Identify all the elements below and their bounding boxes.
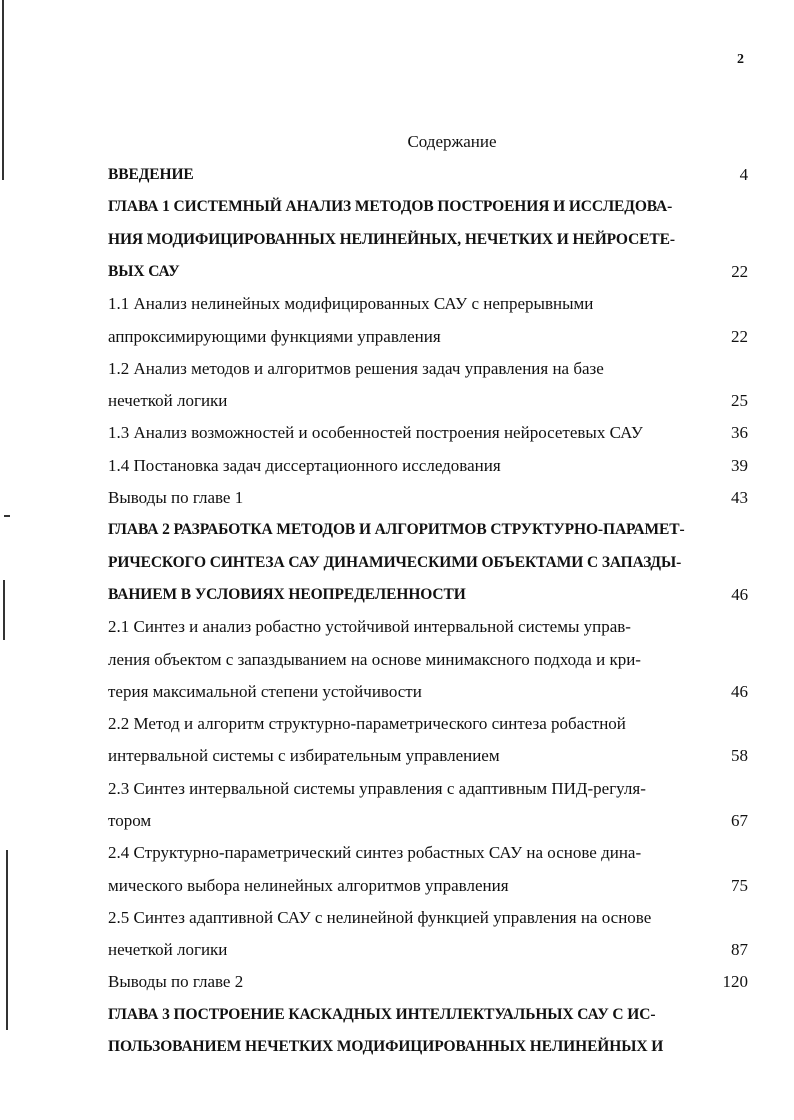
toc-page-number: 46	[731, 585, 748, 604]
toc-section-line	[108, 423, 748, 443]
toc-entry-text: тором	[108, 811, 152, 830]
toc-entry-text: 2.5 Синтез адаптивной САУ с нелинейной функцией управления на основе	[108, 908, 652, 927]
toc-section-line	[108, 779, 748, 799]
toc-section-line	[108, 456, 748, 476]
toc-section-line	[108, 940, 748, 960]
toc-chapter-line	[108, 520, 748, 540]
toc-section-line	[108, 843, 748, 863]
toc-page-number: 22	[731, 262, 748, 281]
toc-page-number: 25	[731, 391, 748, 410]
toc-entry-text: 2.1 Синтез и анализ робастно устойчивой интервальной системы управ-	[108, 617, 631, 636]
toc-entry-text: нечеткой логики	[108, 940, 228, 959]
toc-entry-text: терия максимальной степени устойчивости	[108, 682, 422, 701]
toc-entry-text: ГЛАВА 2 РАЗРАБОТКА МЕТОДОВ И АЛГОРИТМОВ СТРУКТУРНО-ПАРАМЕТ-	[108, 521, 685, 538]
toc-page-number: 39	[731, 456, 748, 475]
toc-entry-text: ГЛАВА 3 ПОСТРОЕНИЕ КАСКАДНЫХ ИНТЕЛЛЕКТУАЛЬНЫХ САУ С ИС-	[108, 1006, 656, 1023]
toc-section-line	[108, 714, 748, 734]
toc-chapter-line	[108, 230, 748, 250]
toc-entry-text: 2.2 Метод и алгоритм структурно-параметрического синтеза робастной	[108, 714, 626, 733]
toc-page-number: 87	[731, 940, 748, 959]
toc-entry-text: аппроксимирующими функциями управления	[108, 327, 441, 346]
toc-entry-text: ления объектом с запаздыванием на основе минимаксного подхода и кри-	[108, 650, 641, 669]
toc-entry-text: мического выбора нелинейных алгоритмов управления	[108, 876, 509, 895]
toc-entry-text: ПОЛЬЗОВАНИЕМ НЕЧЕТКИХ МОДИФИЦИРОВАННЫХ НЕЛИНЕЙНЫХ И	[108, 1038, 664, 1055]
toc-chapter-line	[108, 553, 748, 573]
toc-entry-text: нечеткой логики	[108, 391, 228, 410]
toc-section-line	[108, 488, 748, 508]
toc-entry-text: 1.4 Постановка задач диссертационного исследования	[108, 456, 501, 475]
toc-entry-text: интервальной системы с избирательным управлением	[108, 746, 500, 765]
toc-page-number: 67	[731, 811, 748, 830]
toc-page-number: 36	[731, 423, 748, 442]
toc-entry-text: 2.3 Синтез интервальной системы управления с адаптивным ПИД-регуля-	[108, 779, 646, 798]
toc-entry-text: 1.2 Анализ методов и алгоритмов решения задач управления на базе	[108, 359, 604, 378]
toc-chapter-line	[108, 1037, 748, 1057]
toc-section-line	[108, 327, 748, 347]
toc-chapter-line	[108, 262, 748, 282]
toc-entry-text: ВЫХ САУ	[108, 263, 180, 280]
toc-section-line	[108, 294, 748, 314]
toc-entry-text: Выводы по главе 2	[108, 972, 244, 991]
toc-section-line	[108, 972, 748, 992]
toc-section-line	[108, 617, 748, 637]
page-number: 2	[737, 52, 744, 67]
toc-page-number: 46	[731, 682, 748, 701]
toc-chapter-line	[108, 165, 748, 185]
toc-page-number: 120	[722, 972, 748, 991]
toc-entry-text: НИЯ МОДИФИЦИРОВАННЫХ НЕЛИНЕЙНЫХ, НЕЧЕТКИХ И НЕЙРОСЕТЕ-	[108, 231, 675, 248]
toc-entry-text: ВВЕДЕНИЕ	[108, 166, 194, 183]
toc-section-line	[108, 908, 748, 928]
toc-page-number: 22	[731, 327, 748, 346]
toc-entry-text: 1.1 Анализ нелинейных модифицированных САУ с непрерывными	[108, 294, 594, 313]
toc-entry-text: РИЧЕСКОГО СИНТЕЗА САУ ДИНАМИЧЕСКИМИ ОБЪЕКТАМИ С ЗАПАЗДЫ-	[108, 554, 682, 571]
toc-section-line	[108, 811, 748, 831]
toc-entry-text: 1.3 Анализ возможностей и особенностей построения нейросетевых САУ	[108, 423, 643, 442]
toc-section-line	[108, 682, 748, 702]
toc-page-number: 75	[731, 876, 748, 895]
toc-chapter-line	[108, 1005, 748, 1025]
toc-section-line	[108, 876, 748, 896]
toc-section-line	[108, 359, 748, 379]
toc-section-line	[108, 650, 748, 670]
toc-page-number: 58	[731, 746, 748, 765]
toc-section-line	[108, 391, 748, 411]
toc-entry-text: 2.4 Структурно-параметрический синтез робастных САУ на основе дина-	[108, 843, 642, 862]
toc-chapter-line	[108, 585, 748, 605]
toc-section-line	[108, 746, 748, 766]
toc-entry-text: Выводы по главе 1	[108, 488, 244, 507]
toc-chapter-line	[108, 197, 748, 217]
toc-page-number: 43	[731, 488, 748, 507]
page-title: Содержание	[407, 132, 497, 151]
toc-entry-text: ГЛАВА 1 СИСТЕМНЫЙ АНАЛИЗ МЕТОДОВ ПОСТРОЕНИЯ И ИССЛЕДОВА-	[108, 198, 673, 215]
toc-entry-text: ВАНИЕМ В УСЛОВИЯХ НЕОПРЕДЕЛЕННОСТИ	[108, 586, 466, 603]
toc-page-number: 4	[739, 165, 748, 184]
